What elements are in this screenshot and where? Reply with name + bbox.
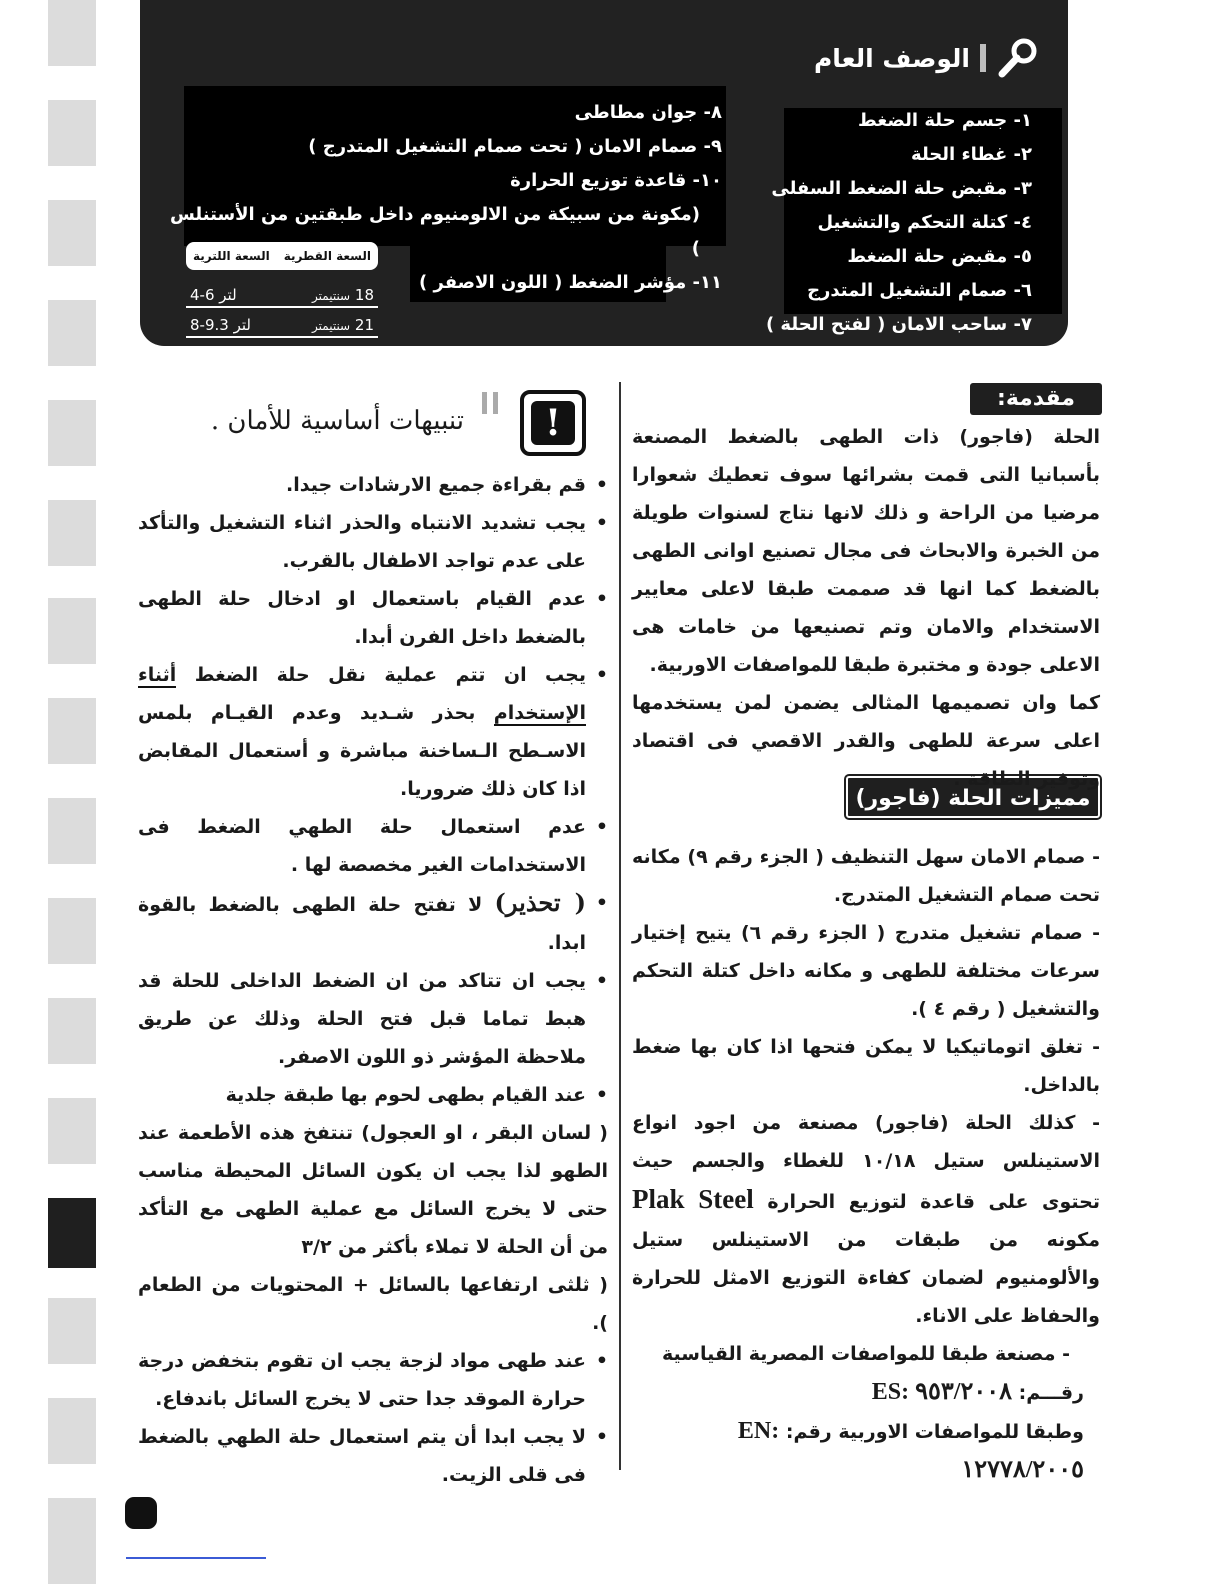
warning-icon: ! [520,390,586,456]
safety-item: • قم بقراءة جميع الارشادات جيدا. [138,466,608,504]
safety-item-continued: ( لسان البقر ، او العجول) تنتفخ هذه الأطعمة عند الطهو لذا يجب ان يكون السائل المحيطة مناسب حتى لا يخرج السائل مع عملية الطهى مع التأكد من أن الحلة لا تملاء بأكثر من ٣/٢ [138,1122,608,1258]
warning-label: ( تحذير) [494,888,586,917]
capacity-table-header [186,242,378,270]
side-tab [48,1298,96,1364]
safety-text: لا تفتح حلة الطهى بالضغط بالقوة ابدا. [138,894,586,954]
egypt-standard: - مصنعة طبقا للمواصفات المصرية القياسية [662,1343,1070,1365]
part-item: ٩- صمام الامان ( تحت صمام التشغيل المتدرج ) [308,136,722,157]
feature-text: مكونه من طبقات من الاستينلس ستيل والألومنيوم لضمان كفاءة التوزيع الامثل للحرارة والحفاظ على الاناء. [632,1229,1100,1327]
capacity-liters [190,286,237,304]
safety-item [138,656,608,808]
side-tab [48,300,96,366]
egypt-standard-number [632,1373,1100,1412]
side-tab [48,798,96,864]
safety-item: • عدم استعمال حلة الطهي الضغط فى الاستخدامات الغير مخصصة لها . [138,808,608,884]
feature-item: - صمام الامان سهل التنظيف ( الجزء رقم ٩) مكانه تحت صمام التشغيل المتدرج. [632,846,1100,906]
safety-item: • يجب ان تتاكد من ان الضغط الداخلى للحلة قد هبط تماما قبل فتح الحلة وذلك عن طريق ملاحظة المؤشر ذو اللون الاصفر. [138,962,608,1076]
side-tab [48,400,96,466]
liters-value: 4-6 [190,286,215,304]
side-tab [48,500,96,566]
features-heading: مميزات الحلة (فاجور) [846,776,1100,818]
feature-item: - تغلق اتوماتيكيا لا يمكن فتحها اذا كان بها ضغط بالداخل. [632,1036,1100,1096]
capacity-row [186,280,378,308]
standard-code: EN: ١٢٧٧٨/٢٠٠٥ [737,1418,1084,1483]
side-tab [48,0,96,66]
capacity-row [186,310,378,338]
safety-text: بحذر شـديد وعدم القيـام بلمس الاسـطح الـساخنة مباشرة و أستعمال المقابض اذا كان ذلك ضروريا. [138,702,586,800]
liters-value: 8-9.3 [190,316,229,334]
standard-label: وطبقا للمواصفات الاوربية رقم: [785,1421,1084,1443]
capacity-header-diameter: السعة القطرية [283,249,371,263]
safety-item [138,884,608,962]
part-item-note: (مكونة من سبيكة من الالومنيوم داخل طبقتين من الأستنلس ) [169,204,700,259]
side-tab [48,998,96,1064]
column-divider [619,382,621,1470]
capacity-diameter [312,316,374,334]
part-item: ١- جسم حلة الضغط [857,110,1032,131]
part-item: ١١- مؤشر الضغط ( اللون الاصفر ) [419,272,722,293]
side-tab-active [48,1198,96,1268]
intro-heading: مقدمة: [970,383,1102,415]
safety-item: • يجب تشديد الانتباه والحذر اثناء التشغيل والتأكد على عدم تواجد الاطفال بالقرب. [138,504,608,580]
title-bar [980,44,986,72]
safety-section [138,466,608,1494]
parts-list-right [712,104,1032,342]
standard-label: رقـــم: [1018,1382,1084,1404]
intro-section [632,418,1100,798]
part-item: ٢- غطاء الحلة [911,144,1032,165]
features-section [632,838,1100,1490]
double-bar-icon [482,392,498,414]
diameter-value: 21 [354,316,374,334]
side-tab [48,1098,96,1164]
panel-title [814,36,1040,80]
standard-code: ES: ٩٥٣/٢٠٠٨ [871,1379,1013,1405]
page-number-badge [125,1497,157,1529]
part-item: ٧- ساحب الامان ( لفتح الحلة ) [765,314,1032,335]
safety-item: • عند طهى مواد لزجة يجب ان تقوم بتخفض درجة حرارة الموقد جدا حتى لا يخرج السائل باندفاع. [138,1342,608,1418]
intro-paragraph: الحلة (فاجور) ذات الطهى بالضغط المصنعة بأسبانيا التى قمت بشرائها سوف تعطيك شعوارا مرضيا من الراحة و ذلك لانها نتاج لسنوات طويلة من الخبرة والابحاث فى مجال تصنيع اوانى الطهى بالضغط كما انها قد صممت طبقا لاعلى معايير الاستخدام والامان وتم تصنيعها من خامات هى الاعلى جودة و مختبرة طبقا للمواصفات الاوربية. [632,426,1100,676]
side-tab [48,898,96,964]
safety-item: • لا يجب ابدا أن يتم استعمال حلة الطهي بالضغط فى قلى الزيت. [138,1418,608,1494]
feature-text: - كذلك الحلة (فاجور) مصنعة من اجود انواع الاستينلس ستيل ١٠/١٨ للغطاء والجسم حيث تحتوى على قاعدة لتوزيع الحرارة [632,1112,1100,1213]
side-tab [48,1398,96,1464]
safety-note: ( ثلثى ارتفاعها بالسائل + المحتويات من الطعام ). [138,1274,608,1334]
safety-item: • عند القيام بطهى لحوم بها طبقة جلدية [138,1076,608,1114]
part-item: ٣- مقبض حلة الضغط السفلى [771,178,1032,199]
diameter-unit: سنتيمتر [312,319,351,333]
feature-item [632,1104,1100,1335]
liters-unit: لتر [219,286,237,304]
safety-header [210,390,586,456]
feature-item: - صمام تشغيل متدرج ( الجزء رقم ٦) يتيح إختيار سرعات مختلفة للطهى و مكانه داخل كتلة التحكم والتشغيل ( رقم ٤ ). [632,922,1101,1020]
side-tab [48,698,96,764]
panel-title-text: الوصف العام [813,43,970,73]
diameter-unit: سنتيمتر [312,289,351,303]
safety-title: تنبيهات أساسية للأمان . [210,406,464,436]
side-tab [48,1498,96,1584]
bottom-rule [126,1557,266,1559]
side-tab [48,598,96,664]
brand-name: Plak Steel [632,1184,754,1214]
liters-unit: لتر [233,316,251,334]
capacity-header-liters: السعة اللترية [193,249,270,263]
side-tab [48,100,96,166]
part-item: ٤- كتلة التحكم والتشغيل [817,212,1032,233]
part-item: ٥- مقبض حلة الضغط [847,246,1032,267]
part-item: ٨- جوان مطاطى [574,102,722,123]
magnifier-icon [996,36,1040,80]
safety-text: يجب ان تتم عملية نقل حلة الضغط [194,664,586,686]
general-description-panel [140,0,1068,346]
safety-text-underlined: أثناء الإستخدام [138,664,586,724]
side-tab [48,200,96,266]
intro-paragraph: كما وان تصميمها المثالى يضمن لمن يستخدمها اعلى سرعة للطهى والقدر الاقصي فى اقتصاد وتوفير الطاقة . [632,692,1100,790]
eu-standard [632,1412,1100,1490]
diameter-value: 18 [354,286,374,304]
capacity-liters [190,316,251,334]
part-item: ١٠- قاعدة توزيع الحرارة [510,170,722,191]
safety-item: • عدم القيام باستعمال او ادخال حلة الطهى بالضغط داخل الفرن أبدا. [138,580,608,656]
part-item: ٦- صمام التشغيل المتدرج [807,280,1032,301]
capacity-diameter [312,286,374,304]
